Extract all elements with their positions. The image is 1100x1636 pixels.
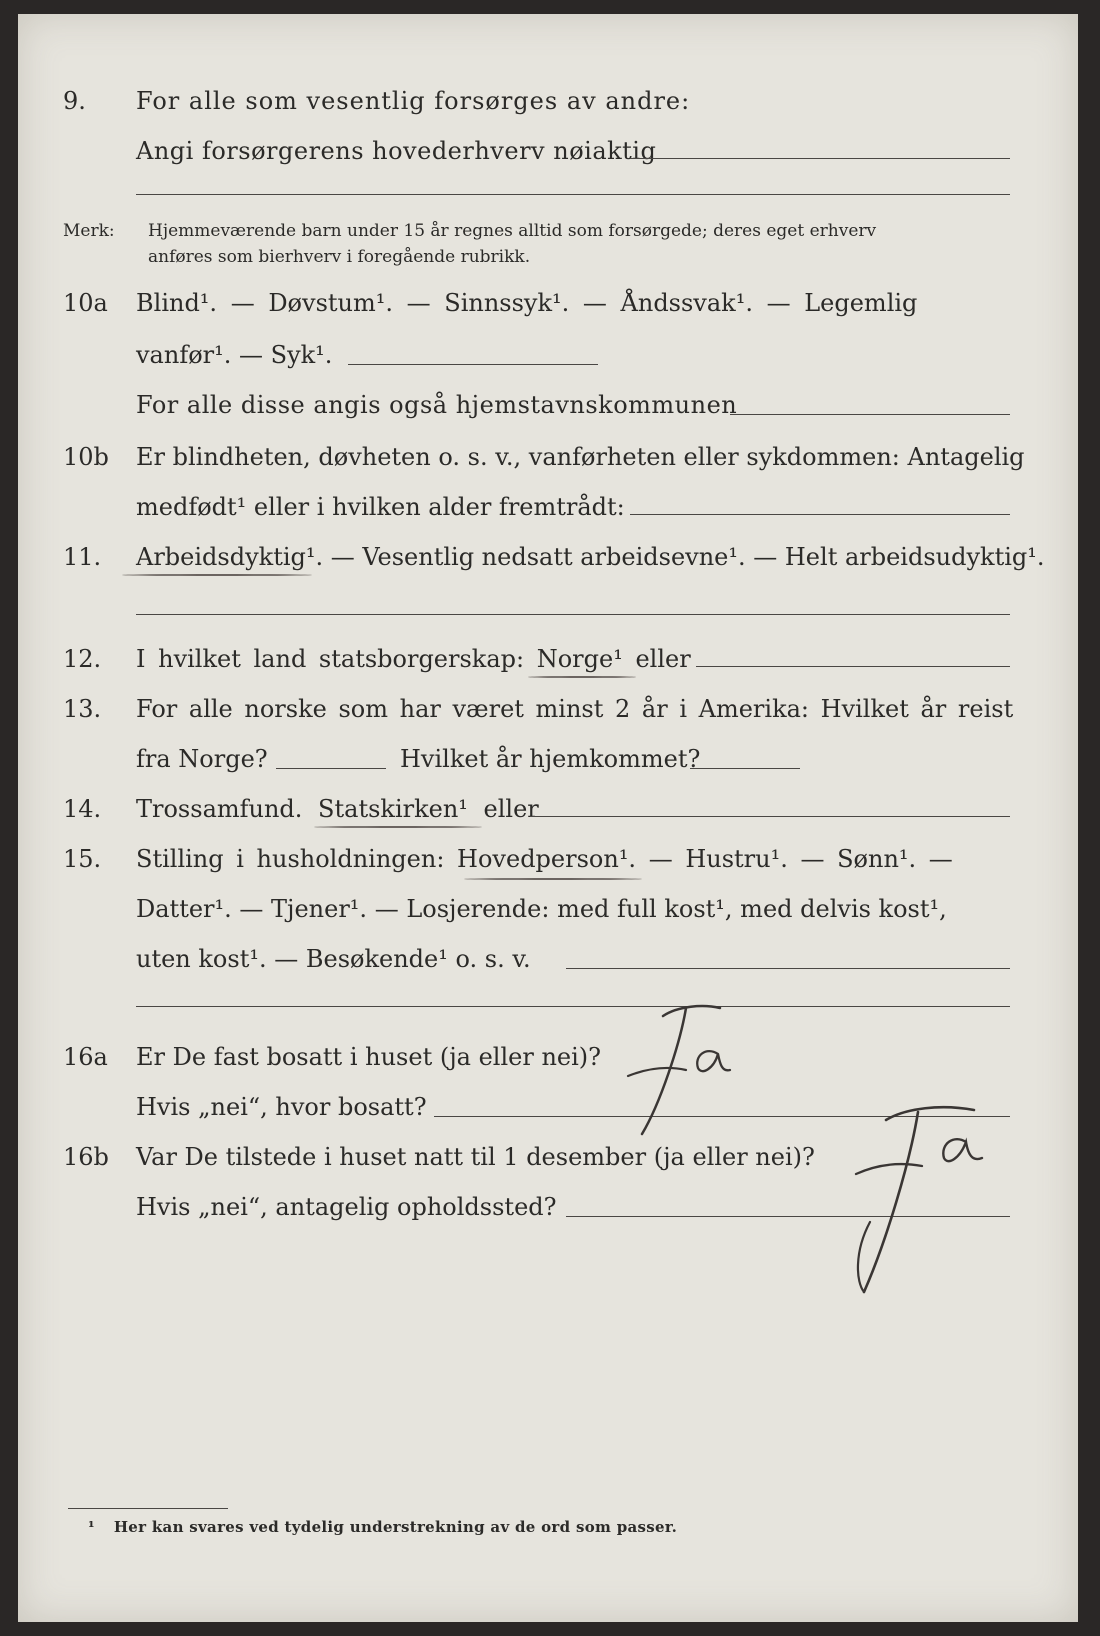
q12-number: 12. — [63, 645, 102, 673]
q9-answer-line[interactable] — [630, 158, 1010, 159]
q15-handwritten-underline — [464, 878, 642, 880]
q16a-text1: Er De fast bosatt i huset (ja eller nei)? — [136, 1043, 602, 1071]
q10b-number: 10b — [63, 443, 109, 471]
q9-answer-line2[interactable] — [136, 194, 1010, 195]
footnote — [88, 1518, 677, 1536]
q15-text3: uten kost¹. — Besøkende¹ o. s. v. — [136, 945, 531, 973]
merk-text2: anføres som bierhverv i foregående rubrikk. — [148, 247, 531, 267]
q16b-text2: Hvis „nei“, antagelig opholdssted? — [136, 1193, 557, 1221]
q11-answer-line[interactable] — [136, 614, 1010, 615]
q15-text1: Stilling i husholdningen: Hovedperson¹. — Hustru¹. — Sønn¹. — — [136, 845, 953, 873]
q10a-number: 10a — [63, 289, 108, 317]
q16b-handwritten-answer — [826, 1082, 1006, 1302]
merk-text1: Hjemmeværende barn under 15 år regnes alltid som forsørgede; deres eget erhverv — [148, 221, 877, 241]
q11-handwritten-underline — [122, 574, 312, 576]
q11-number: 11. — [63, 543, 102, 571]
q16b-number: 16b — [63, 1143, 109, 1171]
q15-answer-line2[interactable] — [136, 1006, 1010, 1007]
q15-number: 15. — [63, 845, 102, 873]
q10b-text1: Er blindheten, døvheten o. s. v., vanførheten eller sykdommen: Antagelig — [136, 443, 1025, 471]
q14-number: 14. — [63, 795, 102, 823]
q16a-handwritten-answer — [608, 994, 748, 1144]
q10b-answer-line[interactable] — [630, 514, 1010, 515]
q10a-text3: For alle disse angis også hjemstavnskommunen — [136, 391, 738, 419]
q9-number: 9. — [63, 87, 86, 115]
q13-number: 13. — [63, 695, 102, 723]
q15-answer-line[interactable] — [566, 968, 1010, 969]
q10a-answer-line[interactable] — [348, 364, 598, 365]
footnote-mark: ¹ — [88, 1518, 95, 1536]
q13-text2a: fra Norge? — [136, 745, 268, 773]
q16a-text2: Hvis „nei“, hvor bosatt? — [136, 1093, 427, 1121]
q16a-number: 16a — [63, 1043, 108, 1071]
q15-text2: Datter¹. — Tjener¹. — Losjerende: med full kost¹, med delvis kost¹, — [136, 895, 947, 923]
q10a-text2: vanfør¹. — Syk¹. — [136, 341, 333, 369]
q14-answer-line[interactable] — [530, 816, 1010, 817]
q13-year-left-line[interactable] — [276, 768, 386, 769]
merk-label: Merk: — [63, 221, 115, 241]
q12-text1: I hvilket land statsborgerskap: Norge¹ eller — [136, 645, 691, 673]
q13-year-returned-line[interactable] — [690, 768, 800, 769]
footnote-rule — [68, 1508, 228, 1509]
q10a-text1: Blind¹. — Døvstum¹. — Sinnssyk¹. — Åndssvak¹. — Legemlig — [136, 289, 918, 317]
census-form-page — [18, 14, 1078, 1622]
q10a-hjemstavn-line[interactable] — [730, 414, 1010, 415]
q14-handwritten-underline — [314, 826, 482, 828]
q13-text2b: Hvilket år hjemkommet? — [400, 745, 701, 773]
footnote-text: Her kan svares ved tydelig understrekning av de ord som passer. — [113, 1518, 678, 1536]
q12-handwritten-underline — [528, 676, 636, 678]
q11-text1: Arbeidsdyktig¹. — Vesentlig nedsatt arbeidsevne¹. — Helt arbeidsudyktig¹. — [136, 543, 1045, 571]
q13-text1: For alle norske som har været minst 2 år i Amerika: Hvilket år reist — [136, 695, 1014, 723]
q9-text2: Angi forsørgerens hovederhverv nøiaktig — [136, 137, 657, 165]
q10b-text2: medfødt¹ eller i hvilken alder fremtrådt: — [136, 493, 625, 521]
q14-text1: Trossamfund. Statskirken¹ eller — [136, 795, 539, 823]
q12-answer-line[interactable] — [696, 666, 1010, 667]
q16b-text1: Var De tilstede i huset natt til 1 desember (ja eller nei)? — [136, 1143, 815, 1171]
q9-text: For alle som vesentlig forsørges av andre: — [136, 87, 691, 115]
